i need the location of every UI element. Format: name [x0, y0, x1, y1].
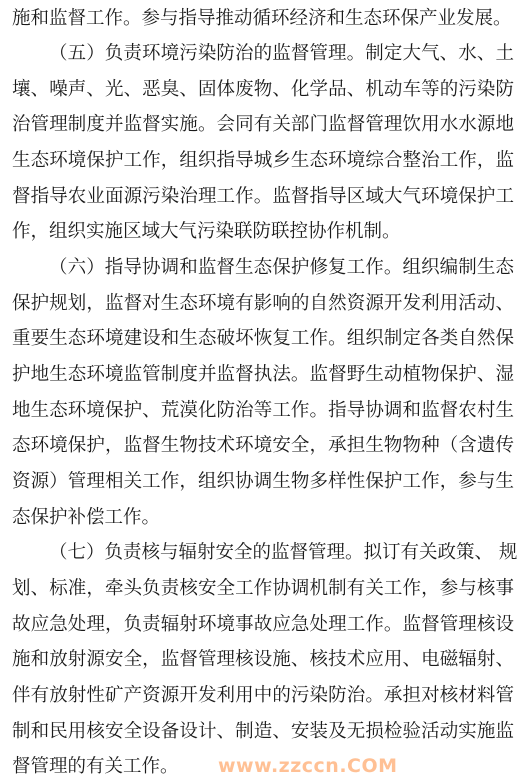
text-line: 故应急处理，负责辐射环境事故应急处理工作。监督管理核设 [12, 614, 514, 635]
text-line: 态环境保护，监督生物技术环境安全，承担生物物种（含遗传 [12, 435, 514, 456]
text-line: 护地生态环境监管制度并监督执法。监督野生动植物保护、湿 [12, 364, 514, 385]
text-line: 壤、噪声、光、恶臭、固体废物、化学品、机动车等的污染防 [12, 79, 514, 100]
text-line: 督管理的有关工作。 [12, 756, 179, 777]
text-line: 态保护补偿工作。 [12, 507, 161, 528]
text-line: 划、标准，牵头负责核安全工作协调机制有关工作，参与核事 [12, 578, 514, 599]
text-line: 重要生态环境建设和生态破坏恢复工作。组织制定各类自然保 [12, 328, 514, 349]
section-six-heading-line: （六）指导协调和监督生态保护修复工作。组织编制生态 [49, 257, 514, 278]
text-line: 施和放射源安全，监督管理核设施、核技术应用、电磁辐射、 [12, 649, 514, 670]
site-watermark: www.zzccn.COM [218, 755, 398, 777]
text-line: 督指导农业面源污染治理工作。监督指导区域大气环境保护工 [12, 186, 514, 207]
text-line: 生态环境保护工作，组织指导城乡生态环境综合整治工作，监 [12, 150, 514, 171]
text-line: 治管理制度并监督实施。会同有关部门监督管理饮用水水源地 [12, 114, 514, 135]
text-line: 作，组织实施区域大气污染联防联控协作机制。 [12, 221, 401, 242]
section-five-heading-line: （五）负责环境污染防治的监督管理。制定大气、水、土 [49, 43, 514, 64]
section-seven-heading-line: （七）负责核与辐射安全的监督管理。拟订有关政策、 规 [49, 542, 518, 563]
text-line: 伴有放射性矿产资源开发利用中的污染防治。承担对核材料管 [12, 685, 514, 706]
text-line: 地生态环境保护、荒漠化防治等工作。指导协调和监督农村生 [12, 400, 514, 421]
text-line: 保护规划，监督对生态环境有影响的自然资源开发利用活动、 [12, 293, 514, 314]
text-line: 施和监督工作。参与指导推动循环经济和生态环保产业发展。 [12, 8, 512, 29]
text-line: 资源）管理相关工作，组织协调生物多样性保护工作，参与生 [12, 471, 514, 492]
text-line: 制和民用核安全设备设计、制造、安装及无损检验活动实施监 [12, 721, 514, 742]
